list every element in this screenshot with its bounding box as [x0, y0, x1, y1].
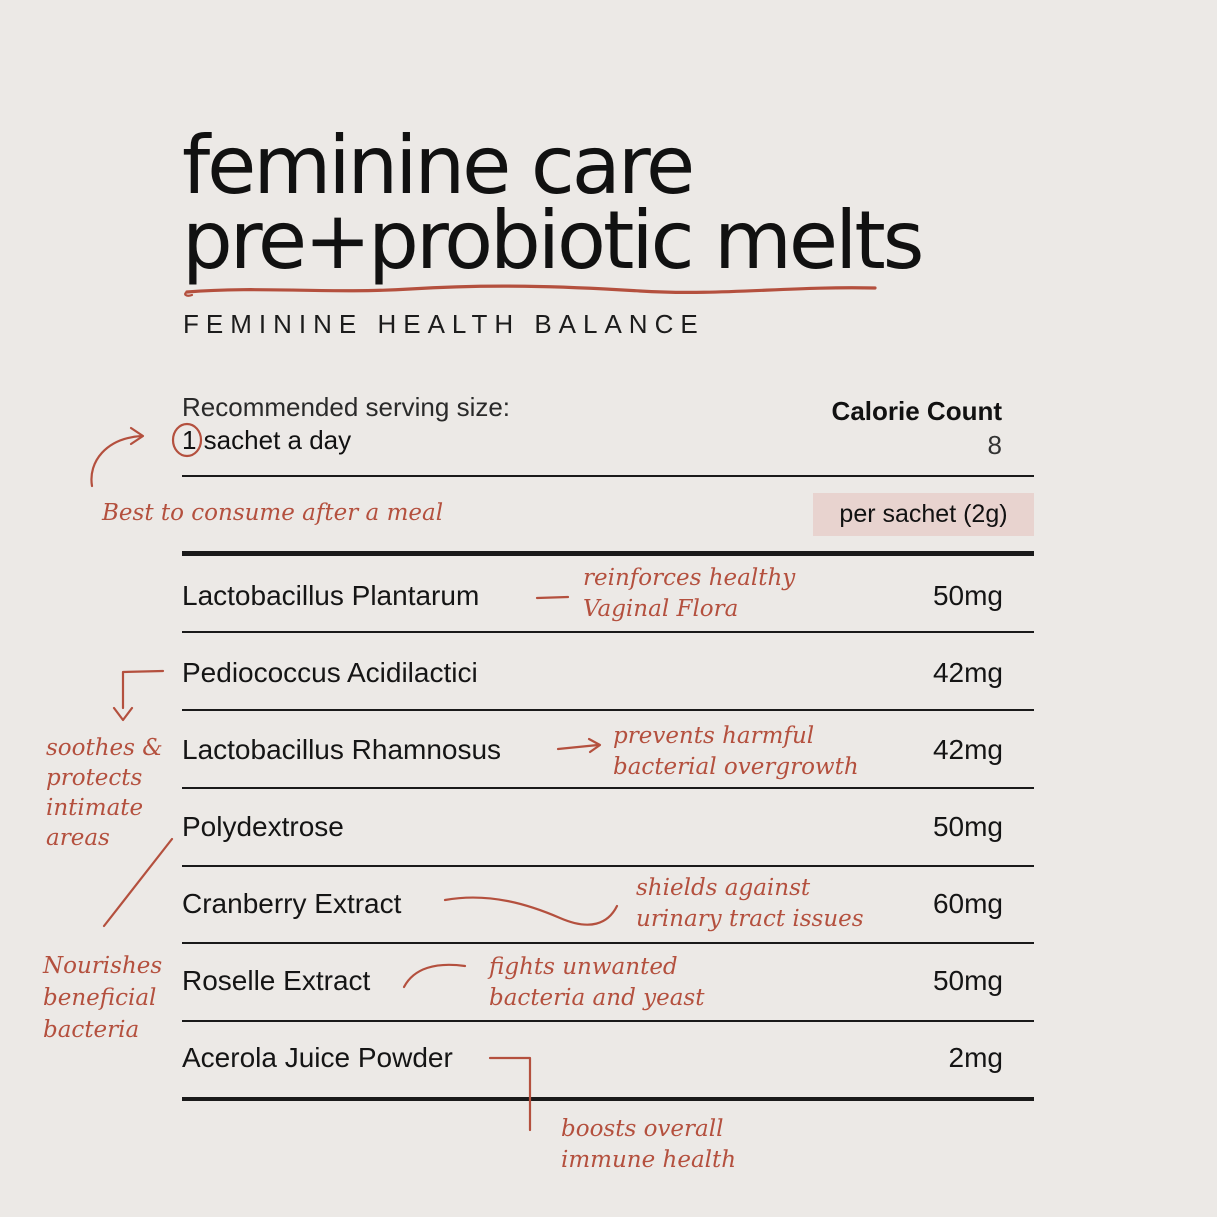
serving-arrow-head: [131, 428, 143, 444]
note-nourishes: [43, 950, 162, 1046]
pediococcus-connector: [123, 671, 163, 708]
title-underline: [187, 286, 875, 292]
product-subtitle: FEMININE HEALTH BALANCE: [183, 309, 705, 339]
rhamnosus-arrow-head: [589, 739, 600, 752]
ingredient-name: Lactobacillus Plantarum: [182, 580, 480, 611]
note-line: reinforces healthy: [583, 565, 796, 591]
title-underline-flourish: [185, 292, 192, 296]
serving-size-value: 1 sachet a day: [182, 425, 352, 455]
ingredient-name: Roselle Extract: [182, 965, 371, 996]
divider-serving: [182, 475, 1034, 477]
calorie-count-label: Calorie Count: [831, 396, 1002, 426]
product-title: [182, 119, 922, 287]
ingredient-name: Cranberry Extract: [182, 888, 402, 919]
note-rhamnosus: [613, 721, 859, 783]
note-acerola: [561, 1114, 736, 1176]
ingredient-amount: 2mg: [948, 1042, 1003, 1073]
ingredient-amount: 42mg: [932, 734, 1003, 765]
ingredient-amount: 50mg: [932, 580, 1003, 611]
roselle-connector: [404, 965, 465, 987]
note-cranberry: [636, 873, 864, 935]
note-line: shields against: [636, 875, 811, 901]
serving-curved-arrow: [91, 436, 142, 486]
row-divider: [182, 709, 1034, 711]
row-divider: [182, 631, 1034, 633]
note-line: urinary tract issues: [636, 906, 864, 932]
row-divider: [182, 1020, 1034, 1022]
note-line: bacterial overgrowth: [613, 754, 859, 780]
serving-size-label: Recommended serving size:: [182, 392, 511, 422]
plantarum-connector: [537, 597, 568, 598]
ingredient-amount: 50mg: [932, 811, 1003, 842]
pediococcus-arrow-head: [114, 708, 132, 720]
ingredient-name: Pediococcus Acidilactici: [182, 657, 478, 688]
row-divider: [182, 787, 1034, 789]
ingredient-name: Lactobacillus Rhamnosus: [182, 734, 502, 765]
ingredient-name: Polydextrose: [182, 811, 344, 842]
cranberry-connector: [445, 898, 617, 925]
note-line: protects: [46, 765, 143, 791]
product-title-line-2: pre+probiotic melts: [182, 194, 922, 287]
row-divider: [182, 942, 1034, 944]
note-line: beneficial: [43, 985, 157, 1011]
ingredient-amount: 42mg: [932, 657, 1003, 688]
ingredient-amount: 50mg: [932, 965, 1003, 996]
note-line: prevents harmful: [613, 723, 815, 749]
note-roselle: [489, 952, 704, 1014]
note-line: immune health: [561, 1147, 737, 1173]
row-divider: [182, 865, 1034, 867]
per-sachet-badge: per sachet (2g): [813, 493, 1034, 536]
note-line: Nourishes: [43, 953, 163, 979]
note-line: bacteria: [43, 1017, 140, 1043]
note-line: fights unwanted: [489, 954, 678, 980]
note-line: boosts overall: [561, 1116, 724, 1142]
rhamnosus-arrow: [558, 745, 598, 749]
note-line: Vaginal Flora: [583, 596, 739, 622]
note-plantarum: [583, 563, 795, 625]
product-title-line-1: feminine care: [182, 119, 693, 212]
acerola-connector: [490, 1058, 530, 1130]
note-line: areas: [46, 825, 110, 851]
calorie-count-value: 8: [987, 430, 1002, 460]
note-line: soothes &: [46, 735, 163, 761]
divider-table-bottom: [182, 1097, 1034, 1101]
note-line: bacteria and yeast: [489, 985, 705, 1011]
note-line: intimate: [46, 795, 144, 821]
ingredient-name: Acerola Juice Powder: [182, 1042, 453, 1073]
divider-table-top: [182, 551, 1034, 556]
note-soothes: [46, 733, 163, 853]
ingredient-amount: 60mg: [932, 888, 1003, 919]
note-consume-after-meal: Best to consume after a meal: [102, 500, 444, 526]
